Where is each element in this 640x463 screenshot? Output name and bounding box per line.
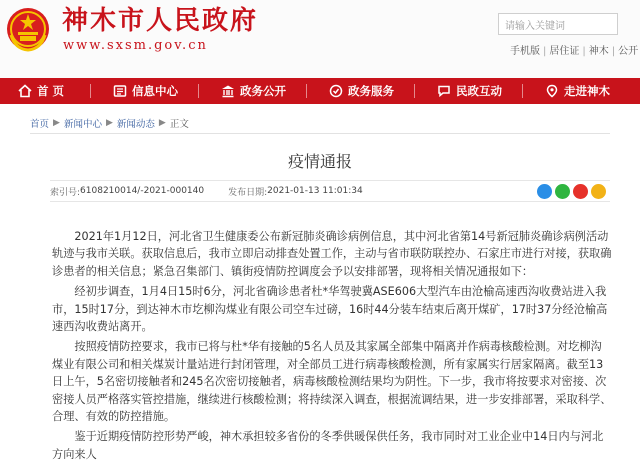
article-paragraph: 按照疫情防控要求，我市已将与杜*华有接触的5名人员及其家属全部集中隔离并作病毒核酸检测。对圪柳沟煤业有限公司和相关煤炭计量站进行封闭管理，对全部员工进行病毒核酸检测，所有家属实行居家隔离。截至13日上午，5名密切接触者和245名次密切接触者，病毒核酸检测结果均为阴性。下一步，我市将按要求对密接、次密接人员严格落实管控措施，继续进行核酸检测；将持续深入调查，根据流调结果，进一步安排部署，采取科学、合理、有效的防控措施。 — [52, 340, 612, 424]
nav-label: 信息中心 — [132, 84, 179, 98]
date-label: 发布日期: — [228, 187, 268, 198]
info-icon — [113, 84, 127, 98]
nav-item-explore[interactable] — [545, 78, 610, 104]
quick-links: 手机版 | 居住证 | 神木 | 公开 — [510, 46, 639, 57]
article-body — [52, 228, 612, 463]
home-icon — [18, 84, 32, 98]
quicklink-public[interactable]: 公开 — [618, 46, 639, 57]
national-emblem-icon[interactable] — [5, 5, 51, 53]
government-icon — [221, 84, 235, 98]
divider — [30, 133, 610, 134]
nav-label: 政务公开 — [240, 84, 287, 98]
nav-label: 民政互动 — [456, 84, 503, 98]
chevron-right-icon: ▶ — [105, 118, 113, 128]
nav-item-info-center[interactable] — [113, 78, 178, 104]
breadcrumb-news[interactable]: 新闻动态 — [116, 119, 155, 130]
nav-divider — [90, 84, 91, 98]
nav-label: 政务服务 — [348, 84, 395, 98]
share-buttons — [537, 184, 606, 199]
interaction-icon — [437, 84, 451, 98]
qzone-icon[interactable] — [591, 184, 606, 199]
breadcrumb-current: 正文 — [169, 119, 189, 130]
site-title[interactable]: 神木市人民政府 — [62, 6, 259, 36]
index-value: 6108210014/-2021-000140 — [80, 186, 205, 196]
article-paragraph: 经初步调查，1月4日15时6分，河北省确诊患者杜*华驾驶冀ASE606大型汽车由沧榆高速西沟收费站进入我市，15时17分，到达神木市圪柳沟煤业有限公司空车过磅，16时44分装车结束后离开煤矿，17时37分经沧榆高速西沟收费站离开。 — [52, 285, 608, 334]
nav-divider — [198, 84, 199, 98]
article-title: 疫情通报 — [287, 152, 352, 171]
quicklink-residence[interactable]: 居住证 — [549, 46, 580, 57]
nav-divider — [522, 84, 523, 98]
explore-icon — [545, 84, 559, 98]
publish-date: 2021-01-13 11:01:34 — [267, 186, 363, 196]
nav-divider — [306, 84, 307, 98]
nav-item-interaction[interactable] — [437, 78, 502, 104]
service-icon — [329, 84, 343, 98]
breadcrumb-home[interactable]: 首页 — [30, 119, 50, 130]
breadcrumb — [30, 116, 189, 130]
quicklink-shenmu[interactable]: 神木 — [588, 46, 609, 57]
nav-label: 走进神木 — [564, 84, 611, 98]
article-paragraph: 2021年1月12日，河北省卫生健康委公布新冠肺炎确诊病例信息，其中河北省第14号新冠肺炎确诊病例活动轨迹与我市关联。获取信息后，我市立即启动排查处置工作，主动与省市联防联控办、石家庄市进行对接，获取确诊患者的相关信息；紧急召集部门、镇街疫情防控调度会予以安排部署，现将相关情况通报如下： — [52, 230, 612, 278]
article-paragraph: 鉴于近期疫情防控形势严峻，神木承担较多省份的冬季供暖保供任务，我市同时对工业企业中14日内与河北方向来人 — [52, 430, 604, 461]
chevron-right-icon: ▶ — [53, 118, 60, 128]
site-url: www.sxsm.gov.cn — [63, 38, 208, 53]
breadcrumb-news-center[interactable]: 新闻中心 — [63, 119, 102, 130]
nav-item-gov-service[interactable] — [329, 78, 394, 104]
nav-item-home[interactable] — [18, 78, 64, 104]
quicklink-mobile[interactable]: 手机版 — [510, 46, 540, 57]
nav-item-gov-open[interactable] — [221, 78, 286, 104]
site-header — [0, 0, 640, 78]
nav-divider — [414, 84, 415, 98]
article-meta — [50, 180, 610, 202]
wechat-icon[interactable] — [555, 184, 570, 199]
main-nav — [0, 78, 640, 104]
nav-label: 首 页 — [37, 84, 65, 98]
index-label: 索引号: — [50, 187, 81, 198]
search-box[interactable] — [498, 13, 618, 35]
search-input[interactable] — [499, 17, 617, 37]
chevron-right-icon: ▶ — [158, 118, 166, 128]
qq-icon[interactable] — [537, 184, 552, 199]
weibo-icon[interactable] — [573, 184, 588, 199]
